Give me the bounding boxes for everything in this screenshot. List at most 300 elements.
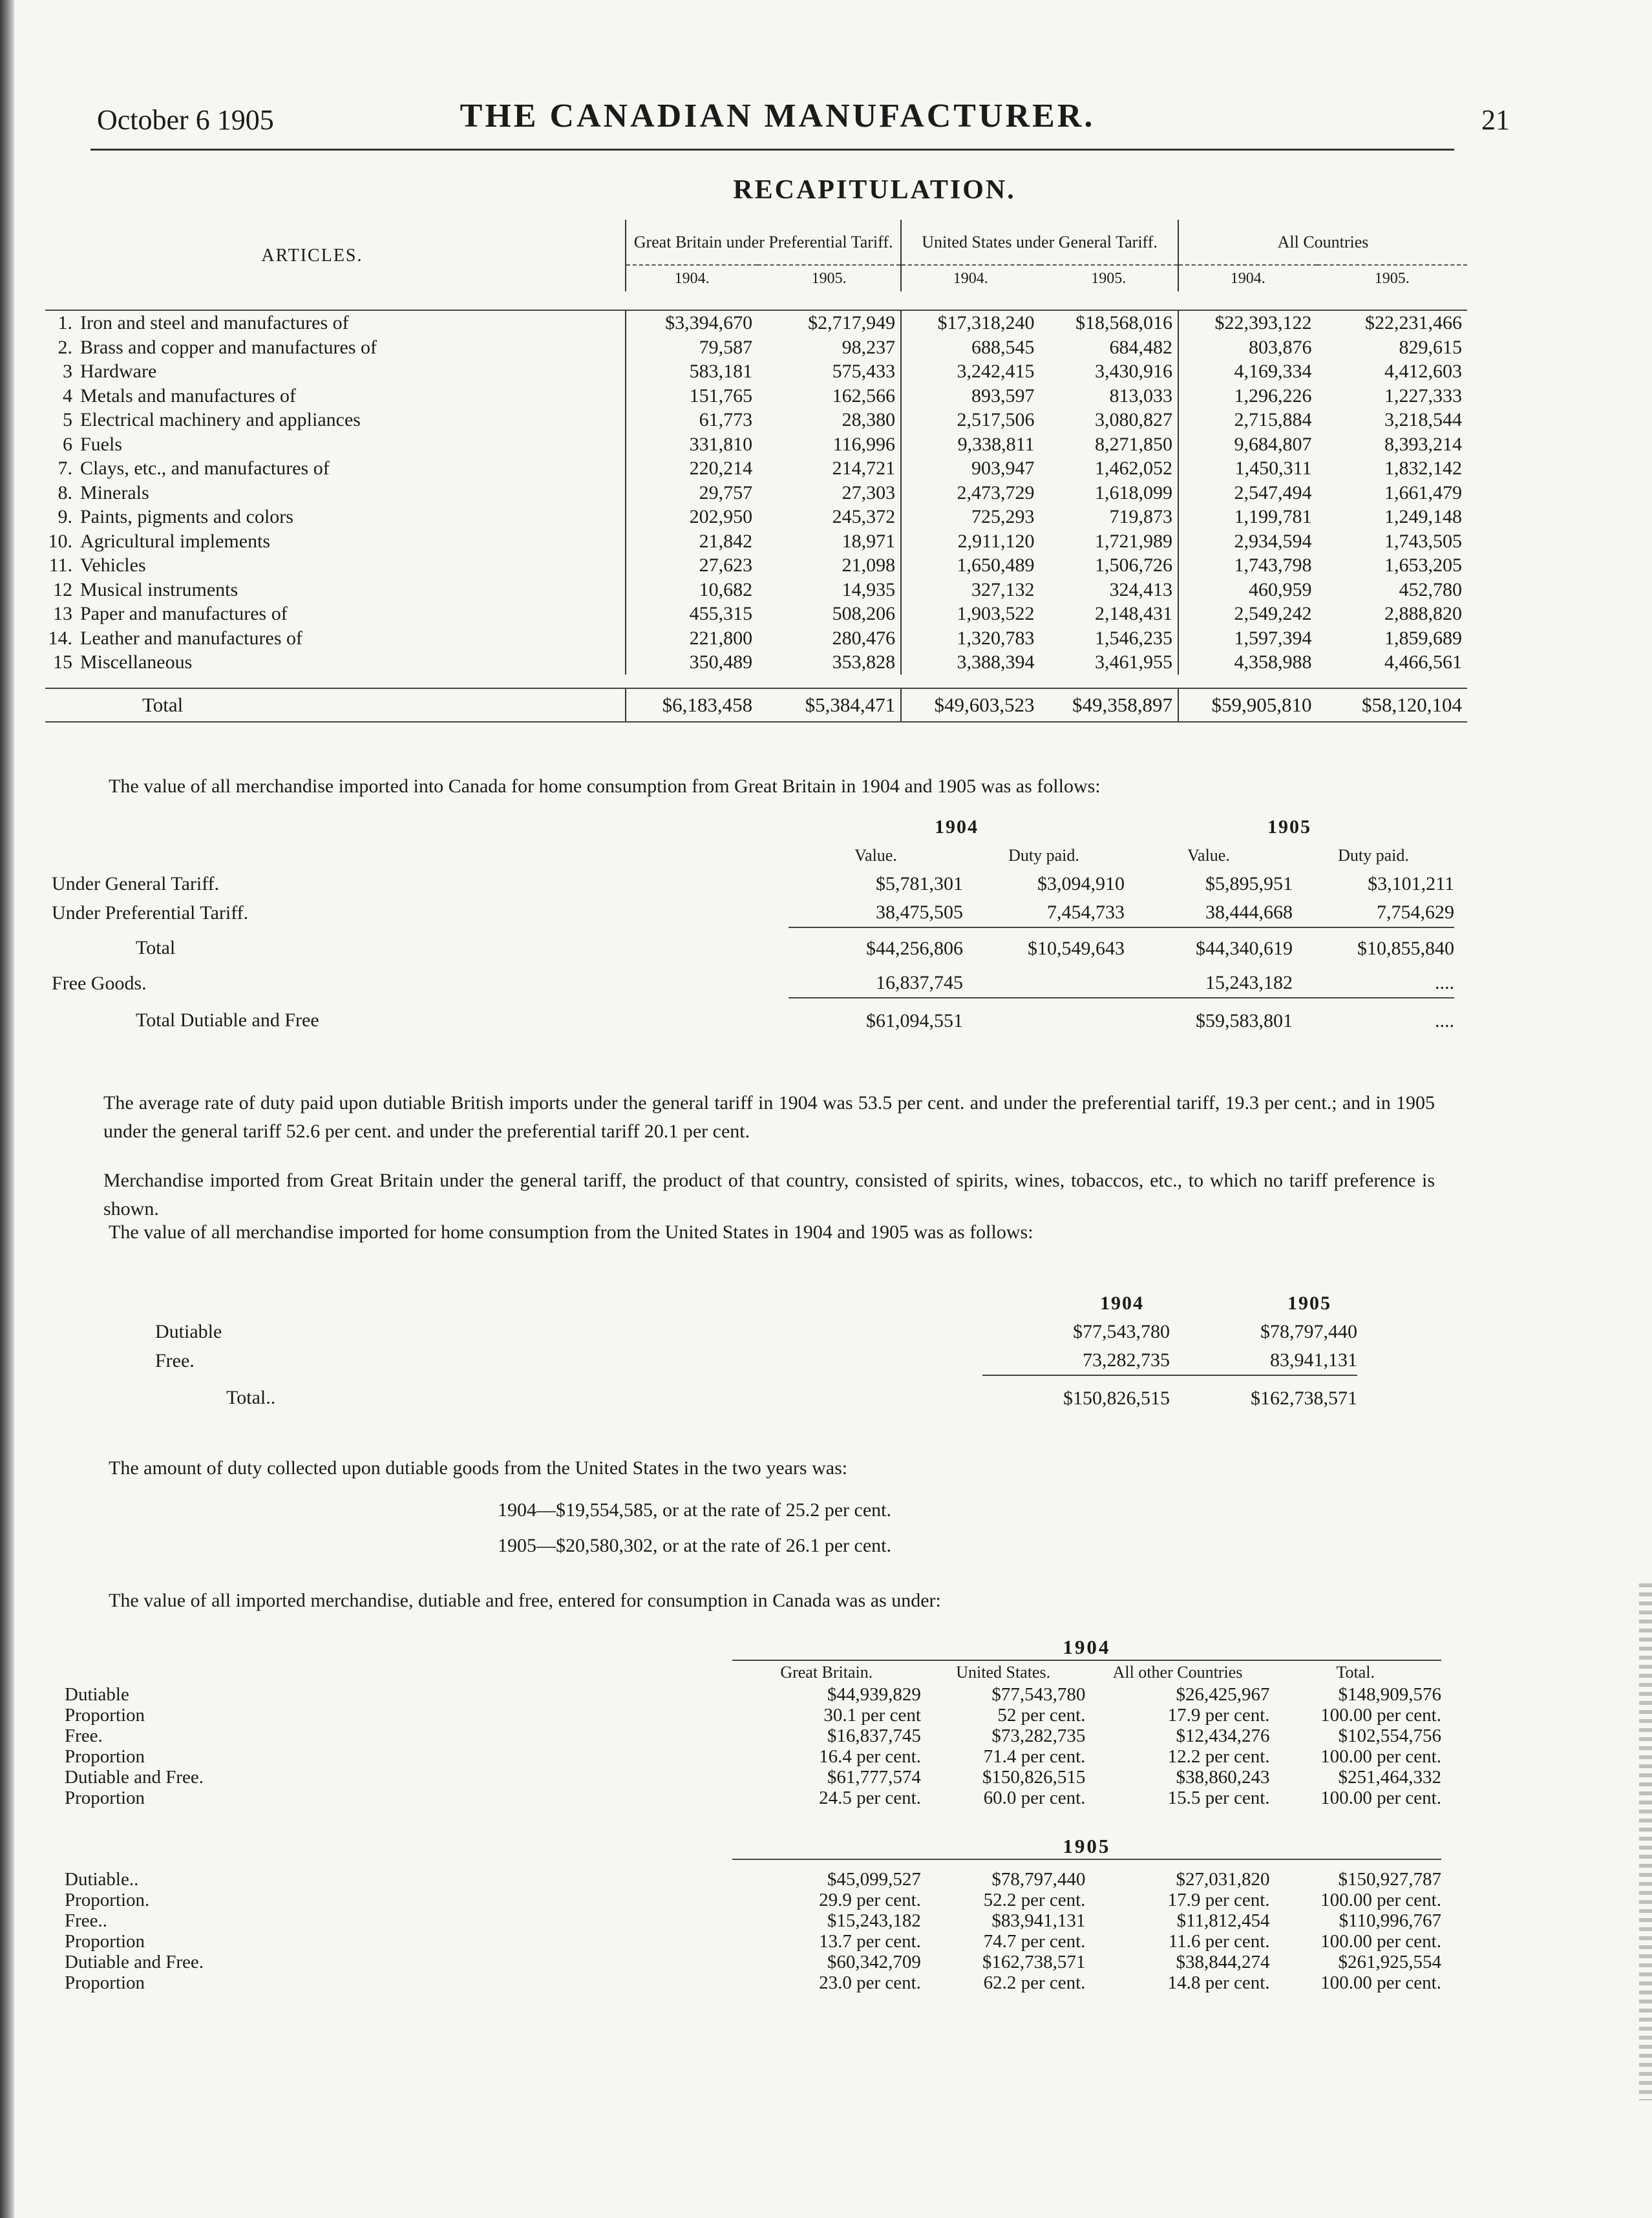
gb-intro: The value of all merchandise imported into Canada for home consumption from Great Britain in 1904 and 1905 was as follows: (109, 776, 1101, 797)
cell: $38,860,243 (1176, 1767, 1270, 1788)
article-label (45, 335, 579, 360)
cell: $77,543,780 (1073, 1321, 1170, 1342)
cell: 17.9 per cent. (1167, 1890, 1270, 1910)
import-row (65, 1788, 1441, 1808)
article-number: 1. (58, 312, 72, 333)
duty-line-1905: 1905—$20,580,302, or at the rate of 26.1 per cent. (498, 1535, 892, 1556)
cell: $44,256,806 (789, 927, 963, 969)
year-col: 1905. (1317, 265, 1467, 291)
recap-cell: 79,587 (626, 335, 757, 360)
import-row (65, 1952, 1441, 1972)
recap-row (45, 505, 1467, 529)
recap-table (45, 220, 1467, 723)
cell: 14.8 per cent. (1167, 1972, 1270, 1993)
article-number: 10. (48, 530, 72, 552)
cell: $110,996,767 (1339, 1910, 1441, 1931)
cell: 23.0 per cent. (819, 1972, 921, 1993)
recap-row (45, 553, 1467, 578)
cell: $44,939,829 (827, 1684, 921, 1705)
recap-cell: 2,547,494 (1178, 481, 1317, 505)
cell: 38,444,668 (1205, 902, 1293, 923)
recap-cell: 903,947 (901, 456, 1039, 481)
recap-cell: 893,597 (901, 384, 1039, 408)
article-name: Paper and manufactures of (80, 603, 288, 624)
recap-total-cell: $59,905,810 (1178, 688, 1317, 722)
recap-cell: 803,876 (1178, 335, 1317, 360)
article-name: Musical instruments (80, 578, 238, 600)
row-label: Free. (155, 1349, 195, 1371)
recap-cell: 2,473,729 (901, 481, 1039, 505)
recap-total-row (45, 688, 1467, 722)
row-label: Dutiable (155, 1321, 222, 1342)
recap-cell: 1,462,052 (1095, 458, 1173, 479)
row-label: Dutiable.. (65, 1869, 139, 1890)
recap-cell: 18,971 (842, 530, 896, 552)
cell: 7,454,733 (1047, 902, 1125, 923)
cell: 74.7 per cent. (983, 1931, 1086, 1952)
recap-row (45, 626, 1467, 651)
cell: $10,855,840 (1293, 927, 1454, 969)
row-label: Dutiable and Free. (65, 1767, 204, 1788)
cell: $26,425,967 (1176, 1684, 1270, 1705)
recap-cell: 28,380 (842, 409, 896, 430)
page-header (97, 97, 1510, 155)
cell: 100.00 per cent. (1320, 1890, 1441, 1910)
cell: 24.5 per cent. (819, 1788, 921, 1808)
recap-cell: 684,482 (1109, 336, 1173, 358)
recap-cell: 98,237 (842, 336, 896, 358)
cell: 17.9 per cent. (1167, 1705, 1270, 1726)
recap-cell: 1,832,142 (1384, 458, 1462, 479)
articles-header: ARTICLES. (261, 245, 363, 266)
cell: $150,826,515 (982, 1767, 1086, 1788)
cell: $73,282,735 (991, 1726, 1086, 1746)
recap-cell: 21,098 (842, 554, 896, 576)
group-us-header: United States under General Tariff. (901, 220, 1178, 265)
gb-col: Value. (854, 846, 897, 865)
us-year: 1904 (1100, 1293, 1144, 1314)
gb-col: Duty paid. (1008, 846, 1079, 865)
cell: 16.4 per cent. (819, 1746, 921, 1767)
article-number: 7. (58, 458, 72, 479)
recap-cell: 508,206 (832, 603, 896, 624)
issue-date: October 6 1905 (97, 104, 274, 136)
import-row (65, 1726, 1441, 1746)
recap-title: RECAPITULATION. (733, 175, 1016, 205)
recap-cell: 719,873 (1109, 506, 1173, 527)
article-number: 12 (53, 578, 72, 600)
article-name: Leather and manufactures of (80, 627, 302, 649)
import-row (65, 1972, 1441, 1993)
cell: $83,941,131 (991, 1910, 1086, 1931)
article-name: Iron and steel and manufactures of (80, 312, 349, 333)
page-number: 21 (1481, 104, 1510, 136)
cell: 29.9 per cent. (819, 1890, 921, 1910)
cell: $148,909,576 (1338, 1684, 1441, 1705)
recap-cell: 460,959 (1178, 578, 1317, 602)
recap-cell: 14,935 (842, 578, 896, 600)
cell (963, 969, 1125, 998)
row-label: Under Preferential Tariff. (52, 902, 249, 924)
year-heading: 1905 (732, 1834, 1441, 1859)
article-label (45, 432, 579, 457)
recap-total-cell: $49,358,897 (1040, 688, 1178, 722)
column-heading: United States. (956, 1663, 1051, 1682)
recap-cell: 21,842 (626, 529, 757, 554)
recap-row (45, 650, 1467, 675)
cell: 38,475,505 (876, 902, 963, 923)
column-heading: All other Countries (1112, 1663, 1243, 1682)
recap-cell: 1,597,394 (1178, 626, 1317, 651)
para-merchandise: Merchandise imported from Great Britain under the general tariff, the product of that country, consisted of spirits, wines, tobaccos, etc., to which no tariff preference is shown. (103, 1170, 1435, 1220)
gb-col: Duty paid. (1338, 846, 1409, 865)
recap-cell: 162,566 (832, 385, 896, 407)
cell: $27,031,820 (1176, 1869, 1270, 1890)
recap-cell: 324,413 (1109, 578, 1173, 600)
recap-cell: 3,242,415 (901, 359, 1039, 384)
cell: 13.7 per cent. (819, 1931, 921, 1952)
gb-free-row (52, 969, 1454, 998)
all-intro: The value of all imported merchandise, dutiable and free, entered for consumption in Canada was as under: (109, 1590, 941, 1611)
recap-cell: 1,721,989 (1095, 530, 1173, 552)
import-row (65, 1746, 1441, 1767)
year-col: 1905. (1040, 265, 1178, 291)
row-label: Proportion (65, 1788, 145, 1808)
recap-cell: 245,372 (832, 506, 896, 527)
recap-cell: 350,489 (626, 650, 757, 675)
cell: 60.0 per cent. (983, 1788, 1086, 1808)
cell: $251,464,332 (1338, 1767, 1441, 1788)
cell: 52 per cent. (997, 1705, 1086, 1726)
recap-row (45, 384, 1467, 408)
us-total-row (155, 1375, 1357, 1421)
article-name: Fuels (80, 433, 123, 455)
duty-intro: The amount of duty collected upon dutiable goods from the United States in the two years was: (109, 1457, 848, 1479)
recap-cell: 280,476 (832, 627, 896, 649)
article-name: Brass and copper and manufactures of (80, 336, 377, 358)
article-number: 2. (58, 336, 72, 358)
article-label (45, 359, 579, 384)
cell: $60,342,709 (827, 1952, 921, 1972)
year-col: 1905. (757, 265, 901, 291)
recap-cell: 1,506,726 (1095, 554, 1173, 576)
gb-col: Value. (1187, 846, 1230, 865)
recap-cell: 8,393,214 (1384, 433, 1462, 455)
recap-cell: 9,684,807 (1178, 432, 1317, 457)
import-row (65, 1890, 1441, 1910)
recap-cell: 1,227,333 (1384, 385, 1462, 407)
recap-total-cell: $58,120,104 (1317, 688, 1467, 722)
recap-cell: 327,132 (901, 578, 1039, 602)
cell: 100.00 per cent. (1320, 1931, 1441, 1952)
recap-cell: 3,388,394 (901, 650, 1039, 675)
gb-grand-row (52, 998, 1454, 1043)
us-year: 1905 (1287, 1293, 1331, 1314)
recap-cell: 829,615 (1399, 336, 1462, 358)
gb-year-1904: 1904 (935, 816, 979, 838)
recap-cell: 2,934,594 (1178, 529, 1317, 554)
cell: 73,282,735 (1083, 1349, 1170, 1371)
recap-cell: 27,623 (626, 553, 757, 578)
cell: 100.00 per cent. (1320, 1746, 1441, 1767)
recap-cell: $2,717,949 (808, 312, 896, 333)
cell: $102,554,756 (1338, 1726, 1441, 1746)
cell: 11.6 per cent. (1168, 1931, 1270, 1952)
cell: 83,941,131 (1270, 1349, 1357, 1371)
gb-total-row (52, 927, 1454, 969)
article-label (45, 529, 579, 554)
recap-cell: 583,181 (626, 359, 757, 384)
import-row (65, 1931, 1441, 1952)
cell: $150,826,515 (982, 1375, 1170, 1421)
group-all-header: All Countries (1178, 220, 1467, 265)
import-row (65, 1684, 1441, 1705)
article-label (45, 384, 579, 408)
cell: 100.00 per cent. (1320, 1972, 1441, 1993)
recap-row (45, 456, 1467, 481)
recap-cell: 3,430,916 (1095, 361, 1173, 382)
recap-cell: 455,315 (626, 602, 757, 626)
article-number: 9. (58, 506, 72, 527)
us-table (155, 1289, 1357, 1421)
recap-cell: 1,296,226 (1178, 384, 1317, 408)
article-name: Clays, etc., and manufactures of (80, 458, 330, 479)
recap-cell: 151,765 (626, 384, 757, 408)
cell: $15,243,182 (827, 1910, 921, 1931)
article-number: 5 (63, 409, 72, 430)
cell: 62.2 per cent. (983, 1972, 1086, 1993)
cell: $10,549,643 (963, 927, 1125, 969)
recap-cell: 1,859,689 (1384, 627, 1462, 649)
recap-cell: 3,080,827 (1095, 409, 1173, 430)
recap-cell: 3,461,955 (1095, 651, 1173, 673)
us-row (155, 1346, 1357, 1375)
cell: 100.00 per cent. (1320, 1788, 1441, 1808)
recap-cell: 2,148,431 (1095, 603, 1173, 624)
recap-cell: 4,412,603 (1384, 361, 1462, 382)
recap-total-cell: $6,183,458 (626, 688, 757, 722)
recap-cell: 688,545 (901, 335, 1039, 360)
cell: $44,340,619 (1125, 927, 1293, 969)
cell: 100.00 per cent. (1320, 1705, 1441, 1726)
article-number: 6 (63, 433, 72, 455)
row-label: Free.. (65, 1910, 108, 1931)
import-row (65, 1910, 1441, 1931)
cell: 15.5 per cent. (1167, 1788, 1270, 1808)
row-label: Proportion (65, 1705, 145, 1726)
para-duty-rate: The average rate of duty paid upon dutiable British imports under the general tariff in 1904 was 53.5 per cent. and under the preferential tariff, 19.3 per cent.; and in 1905 under the general tariff 52.6 per cent. and under the preferential tariff 20.1 per cent. (103, 1092, 1435, 1142)
all-imports-table (65, 1635, 1441, 1993)
recap-cell: 2,715,884 (1178, 408, 1317, 432)
row-label: Dutiable (65, 1684, 129, 1705)
scan-edge-left (0, 0, 14, 2218)
column-heading-row (65, 1660, 1441, 1684)
header-rule (90, 149, 1454, 151)
recap-cell: 3,218,544 (1384, 409, 1462, 430)
import-row (65, 1767, 1441, 1788)
scan-edge-right (1639, 1583, 1652, 2100)
recap-cell: 10,682 (626, 578, 757, 602)
recap-cell: 27,303 (842, 481, 896, 503)
recap-cell: 1,650,489 (901, 553, 1039, 578)
row-label: Proportion (65, 1972, 145, 1993)
duty-line-1904: 1904—$19,554,585, or at the rate of 25.2 per cent. (498, 1499, 892, 1521)
article-label (45, 602, 579, 626)
cell: $150,927,787 (1338, 1869, 1441, 1890)
year-heading-row (65, 1635, 1441, 1660)
recap-cell: 1,653,205 (1384, 554, 1462, 576)
article-number: 15 (53, 651, 72, 673)
recap-cell: 116,996 (832, 433, 896, 455)
recap-cell: 2,549,242 (1178, 602, 1317, 626)
cell: $61,094,551 (789, 998, 963, 1043)
article-number: 4 (63, 385, 72, 407)
cell: $78,797,440 (1260, 1321, 1357, 1342)
cell: $5,781,301 (876, 873, 963, 894)
recap-cell: 4,466,561 (1384, 651, 1462, 673)
cell: $162,738,571 (1170, 1375, 1357, 1421)
recap-cell: 2,911,120 (901, 529, 1039, 554)
recap-row (45, 310, 1467, 335)
recap-cell: 1,903,522 (901, 602, 1039, 626)
row-label: Under General Tariff. (52, 873, 220, 894)
article-number: 11. (48, 554, 72, 576)
cell: $3,101,211 (1368, 873, 1454, 894)
recap-cell: 813,033 (1109, 385, 1173, 407)
article-label (45, 505, 579, 529)
article-number: 8. (58, 481, 72, 503)
cell: 71.4 per cent. (983, 1746, 1086, 1767)
us-intro: The value of all merchandise imported for home consumption from the United States in 1904 and 1905 was as follows: (109, 1221, 1033, 1243)
article-label (45, 456, 579, 481)
recap-cell: 214,721 (832, 458, 896, 479)
article-name: Miscellaneous (80, 651, 193, 673)
recap-row (45, 408, 1467, 432)
year-col: 1904. (901, 265, 1039, 291)
recap-cell: 575,433 (832, 361, 896, 382)
row-label: Free. (65, 1726, 103, 1746)
cell: 7,754,629 (1377, 902, 1454, 923)
row-label: Proportion. (65, 1890, 150, 1910)
article-label (45, 553, 579, 578)
cell: $16,837,745 (827, 1726, 921, 1746)
row-label: Total.. (226, 1387, 276, 1408)
year-col: 1904. (626, 265, 757, 291)
cell: 15,243,182 (1205, 972, 1293, 993)
article-name: Vehicles (80, 554, 146, 576)
recap-cell: 220,214 (626, 456, 757, 481)
recap-cell: 1,450,311 (1178, 456, 1317, 481)
recap-row (45, 335, 1467, 360)
article-number: 13 (53, 603, 72, 624)
cell: .... (1435, 972, 1454, 993)
recap-cell: 1,199,781 (1178, 505, 1317, 529)
cell: .... (1293, 998, 1454, 1043)
cell: 52.2 per cent. (983, 1890, 1086, 1910)
article-name: Hardware (80, 361, 157, 382)
cell: 16,837,745 (876, 972, 963, 993)
cell: $59,583,801 (1125, 998, 1293, 1043)
article-label (45, 408, 579, 432)
row-label: Free Goods. (52, 972, 147, 994)
gb-row (52, 898, 1454, 927)
gb-table (52, 813, 1454, 1043)
article-name: Metals and manufactures of (80, 385, 297, 407)
recap-cell: $22,231,466 (1365, 312, 1462, 333)
recap-cell: 1,743,505 (1384, 530, 1462, 552)
recap-total-cell: $5,384,471 (757, 688, 901, 722)
article-name: Minerals (80, 481, 149, 503)
journal-title: THE CANADIAN MANUFACTURER. (460, 98, 1096, 134)
recap-cell: 725,293 (901, 505, 1039, 529)
recap-cell: 4,169,334 (1178, 359, 1317, 384)
group-gb-header: Great Britain under Preferential Tariff. (626, 220, 901, 265)
article-label (45, 481, 579, 505)
recap-cell: $3,394,670 (626, 310, 757, 335)
recap-cell: 61,773 (626, 408, 757, 432)
import-row (65, 1705, 1441, 1726)
recap-row (45, 602, 1467, 626)
us-row (155, 1318, 1357, 1346)
article-number: 14. (48, 627, 72, 649)
recap-row (45, 578, 1467, 602)
recap-cell: $17,318,240 (901, 310, 1039, 335)
article-label (45, 626, 579, 651)
cell: $78,797,440 (991, 1869, 1086, 1890)
recap-cell: $22,393,122 (1178, 310, 1317, 335)
cell: $3,094,910 (1037, 873, 1125, 894)
article-number: 3 (63, 361, 72, 382)
article-label (45, 650, 579, 675)
article-label (45, 310, 579, 335)
import-row (65, 1869, 1441, 1890)
column-heading: Great Britain. (780, 1663, 873, 1682)
recap-cell: 353,828 (832, 651, 896, 673)
year-col: 1904. (1178, 265, 1317, 291)
recap-cell: 9,338,811 (901, 432, 1039, 457)
cell: $261,925,554 (1338, 1952, 1441, 1972)
row-label: Proportion (65, 1931, 145, 1952)
row-label: Total Dutiable and Free (136, 1009, 319, 1031)
recap-cell: $18,568,016 (1075, 312, 1173, 333)
row-label: Dutiable and Free. (65, 1952, 204, 1972)
cell: $38,844,274 (1176, 1952, 1270, 1972)
recap-row (45, 529, 1467, 554)
cell: $77,543,780 (991, 1684, 1086, 1705)
recap-row (45, 359, 1467, 384)
recap-cell: 4,358,988 (1178, 650, 1317, 675)
article-name: Electrical machinery and appliances (80, 409, 361, 430)
recap-cell: 331,810 (626, 432, 757, 457)
recap-cell: 1,661,479 (1384, 481, 1462, 503)
recap-cell: 452,780 (1399, 578, 1462, 600)
row-label: Total (136, 937, 176, 958)
recap-cell: 29,757 (626, 481, 757, 505)
article-name: Paints, pigments and colors (80, 506, 293, 527)
cell: $5,895,951 (1205, 873, 1293, 894)
article-label (45, 578, 579, 602)
year-heading-row (65, 1834, 1441, 1859)
recap-cell: 1,546,235 (1095, 627, 1173, 649)
cell: $11,812,454 (1176, 1910, 1270, 1931)
year-heading: 1904 (732, 1635, 1441, 1660)
row-label: Proportion (65, 1746, 145, 1767)
recap-cell: 2,517,506 (901, 408, 1039, 432)
recap-cell: 1,249,148 (1384, 506, 1462, 527)
recap-cell: 1,618,099 (1095, 481, 1173, 503)
gb-year-1905: 1905 (1267, 816, 1311, 838)
recap-row (45, 481, 1467, 505)
